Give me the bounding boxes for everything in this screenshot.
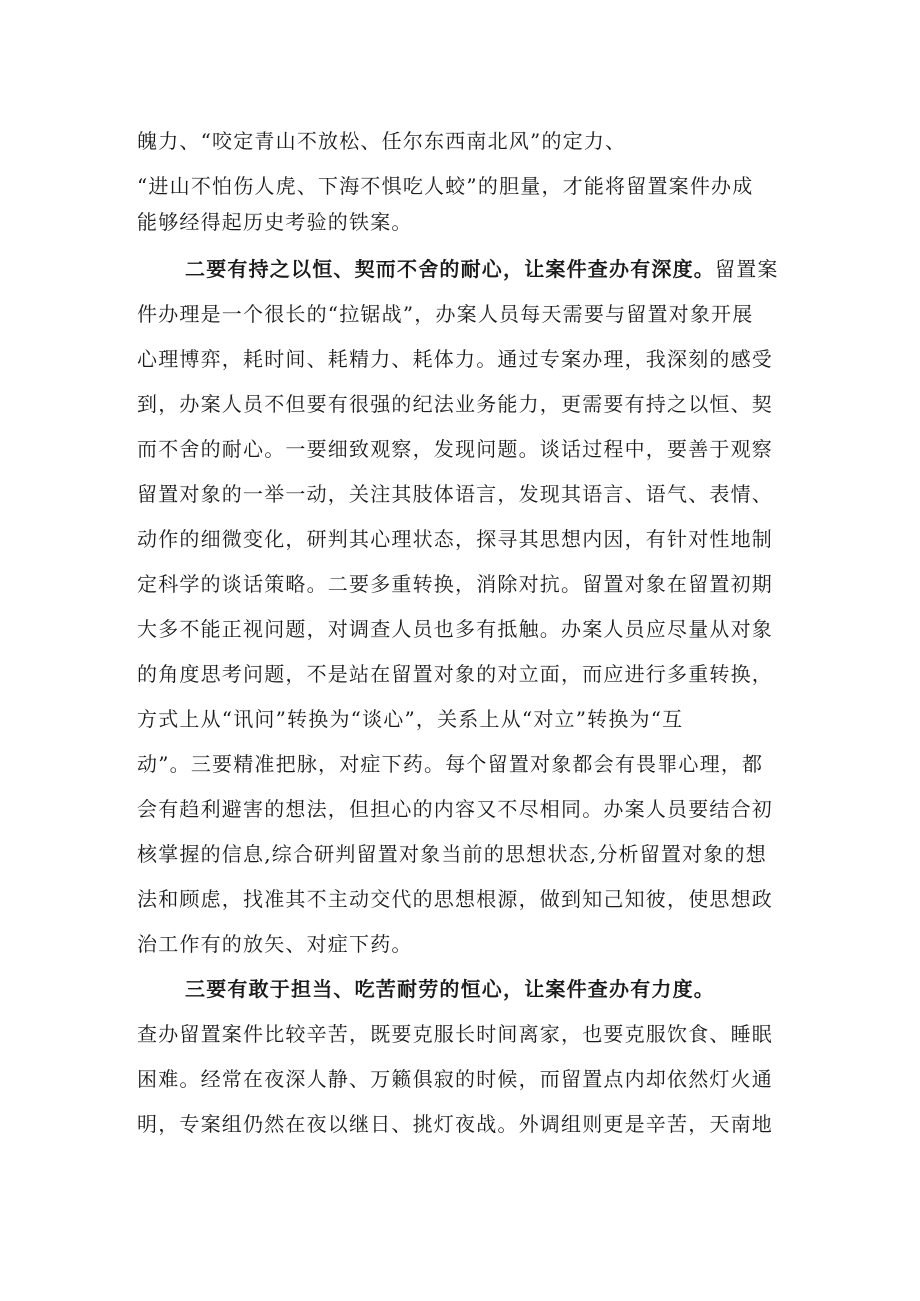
- paragraph-heading: 二要有持之以恒、契而不舍的耐心，让案件查办有深度。: [185, 257, 715, 281]
- text-line: 治工作有的放矢、对症下药。: [137, 932, 413, 956]
- text-line: 大多不能正视问题，对调查人员也多有抵触。办案人员应尽量从对象: [137, 617, 773, 641]
- text-line: 困难。经常在夜深人静、万籁俱寂的时候，而留置点内却依然灯火通: [137, 1067, 773, 1091]
- text-line: 法和顾虑，找准其不主动交代的思想根源，做到知己知彼，使思想政: [137, 887, 773, 911]
- text-line: 留置对象的一举一动，关注其肢体语言，发现其语言、语气、表情、: [137, 482, 773, 506]
- text-line: 会有趋利避害的想法，但担心的内容又不尽相同。办案人员要结合初: [137, 797, 773, 821]
- text-line: “进山不怕伤人虎、下海不惧吃人蛟”的胆量，才能将留置案件办成: [137, 174, 754, 198]
- text-line: 定科学的谈话策略。二要多重转换，消除对抗。留置对象在留置初期: [137, 572, 773, 596]
- paragraph-heading-line: [185, 975, 797, 1003]
- text-line: 动”。三要精准把脉，对症下药。每个留置对象都会有畏罪心理，都: [137, 752, 764, 776]
- text-line: 能够经得起历史考验的铁案。: [137, 210, 413, 234]
- text-line: 到，办案人员不但要有很强的纪法业务能力，更需要有持之以恒、契: [137, 392, 773, 416]
- text-line: 件办理是一个很长的“拉锯战”，办案人员每天需要与留置对象开展: [137, 302, 754, 326]
- text-line: 魄力、“咬定青山不放松、任尔东西南北风”的定力、: [137, 129, 627, 153]
- text-line: 核掌握的信息,综合研判留置对象当前的思想状态,分析留置对象的想: [137, 842, 767, 866]
- text-line: 的角度思考问题，不是站在留置对象的对立面，而应进行多重转换，: [137, 662, 773, 686]
- paragraph-heading-line: [185, 255, 797, 283]
- text-line: 心理博弈，耗时间、耗精力、耗体力。通过专案办理，我深刻的感受: [137, 347, 773, 371]
- text-line: 动作的细微变化，研判其心理状态，探寻其思想内因，有针对性地制: [137, 527, 773, 551]
- text-segment: 留置案: [715, 257, 779, 281]
- text-line: 而不舍的耐心。一要细致观察，发现问题。谈话过程中，要善于观察: [137, 437, 773, 461]
- paragraph-heading: 三要有敢于担当、吃苦耐劳的恒心，让案件查办有力度。: [185, 977, 715, 1001]
- text-line: 查办留置案件比较辛苦，既要克服长时间离家，也要克服饮食、睡眠: [137, 1022, 773, 1046]
- text-line: 明，专案组仍然在夜以继日、挑灯夜战。外调组则更是辛苦，天南地: [137, 1112, 773, 1136]
- text-line: 方式上从“讯问”转换为“谈心”，关系上从“对立”转换为“互: [137, 707, 684, 731]
